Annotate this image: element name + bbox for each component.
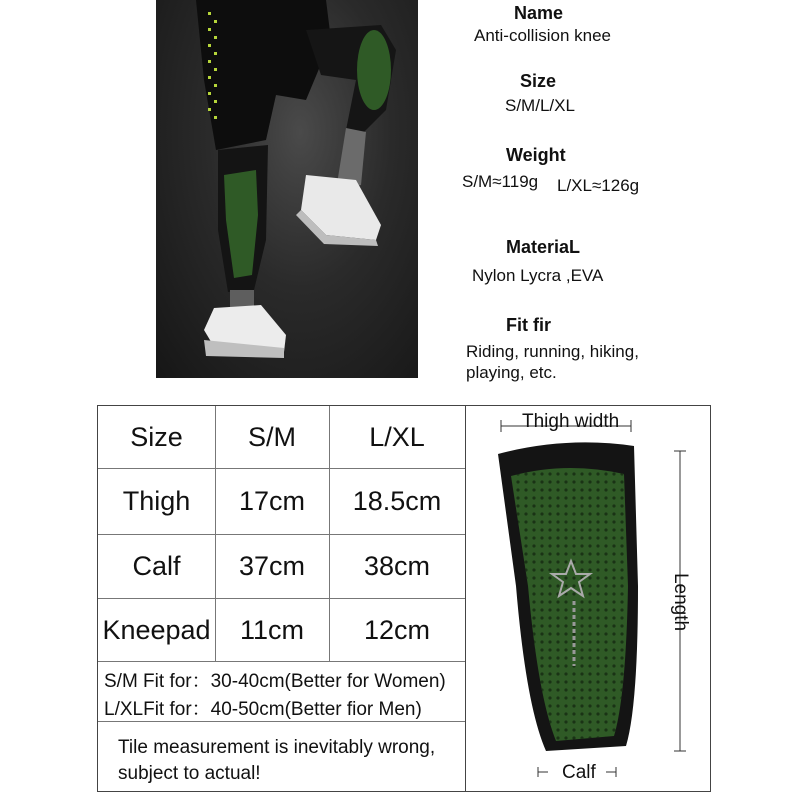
weight-lxl-value: L/XL≈126g xyxy=(557,176,640,195)
weight-label: Weight xyxy=(506,145,566,165)
thigh-width-label: Thigh width xyxy=(522,411,620,432)
fit-value-line-1: Riding, running, hiking, xyxy=(466,342,639,361)
table-row-kneepad-sm: 11cm xyxy=(239,614,305,645)
disclaimer-line-2: subject to actual! xyxy=(118,763,261,784)
table-row-calf-label: Calf xyxy=(132,551,181,581)
name-value: Anti-collision knee xyxy=(474,26,612,45)
table-row-thigh-lxl: 18.5cm xyxy=(352,486,442,516)
size-table xyxy=(97,405,466,792)
table-header-sm: S/M xyxy=(247,421,296,452)
table-row-thigh-sm: 17cm xyxy=(238,486,306,516)
calf-label: Calf xyxy=(562,762,596,783)
size-value: S/M/L/XL xyxy=(505,96,575,115)
table-row-calf-sm: 37cm xyxy=(238,551,306,581)
table-row-kneepad-lxl: 12cm xyxy=(363,614,431,645)
disclaimer-line-1: Tile measurement is inevitably wrong, xyxy=(118,737,436,758)
table-header-lxl: L/XL xyxy=(369,421,425,452)
material-label: MateriaL xyxy=(506,237,581,257)
size-label: Size xyxy=(520,71,557,91)
length-label: Length xyxy=(670,572,692,632)
material-value: Nylon Lycra ,EVA xyxy=(472,266,604,285)
fit-note-lxl: L/XLFit for：40-50cm(Better fior Men) xyxy=(104,699,422,720)
table-row-kneepad-label: Kneepad xyxy=(102,614,211,645)
pad-diagram xyxy=(466,405,711,792)
name-label: Name xyxy=(514,3,564,23)
fit-label: Fit fir xyxy=(506,315,551,335)
table-header-size: Size xyxy=(130,421,183,452)
product-photo xyxy=(156,0,418,378)
fit-value-line-2: playing, etc. xyxy=(466,363,557,382)
table-row-thigh-label: Thigh xyxy=(122,486,191,516)
fit-note-sm: S/M Fit for：30-40cm(Better for Women) xyxy=(104,671,446,692)
table-row-calf-lxl: 38cm xyxy=(363,551,431,581)
weight-sm-value: S/M≈119g xyxy=(462,172,539,191)
